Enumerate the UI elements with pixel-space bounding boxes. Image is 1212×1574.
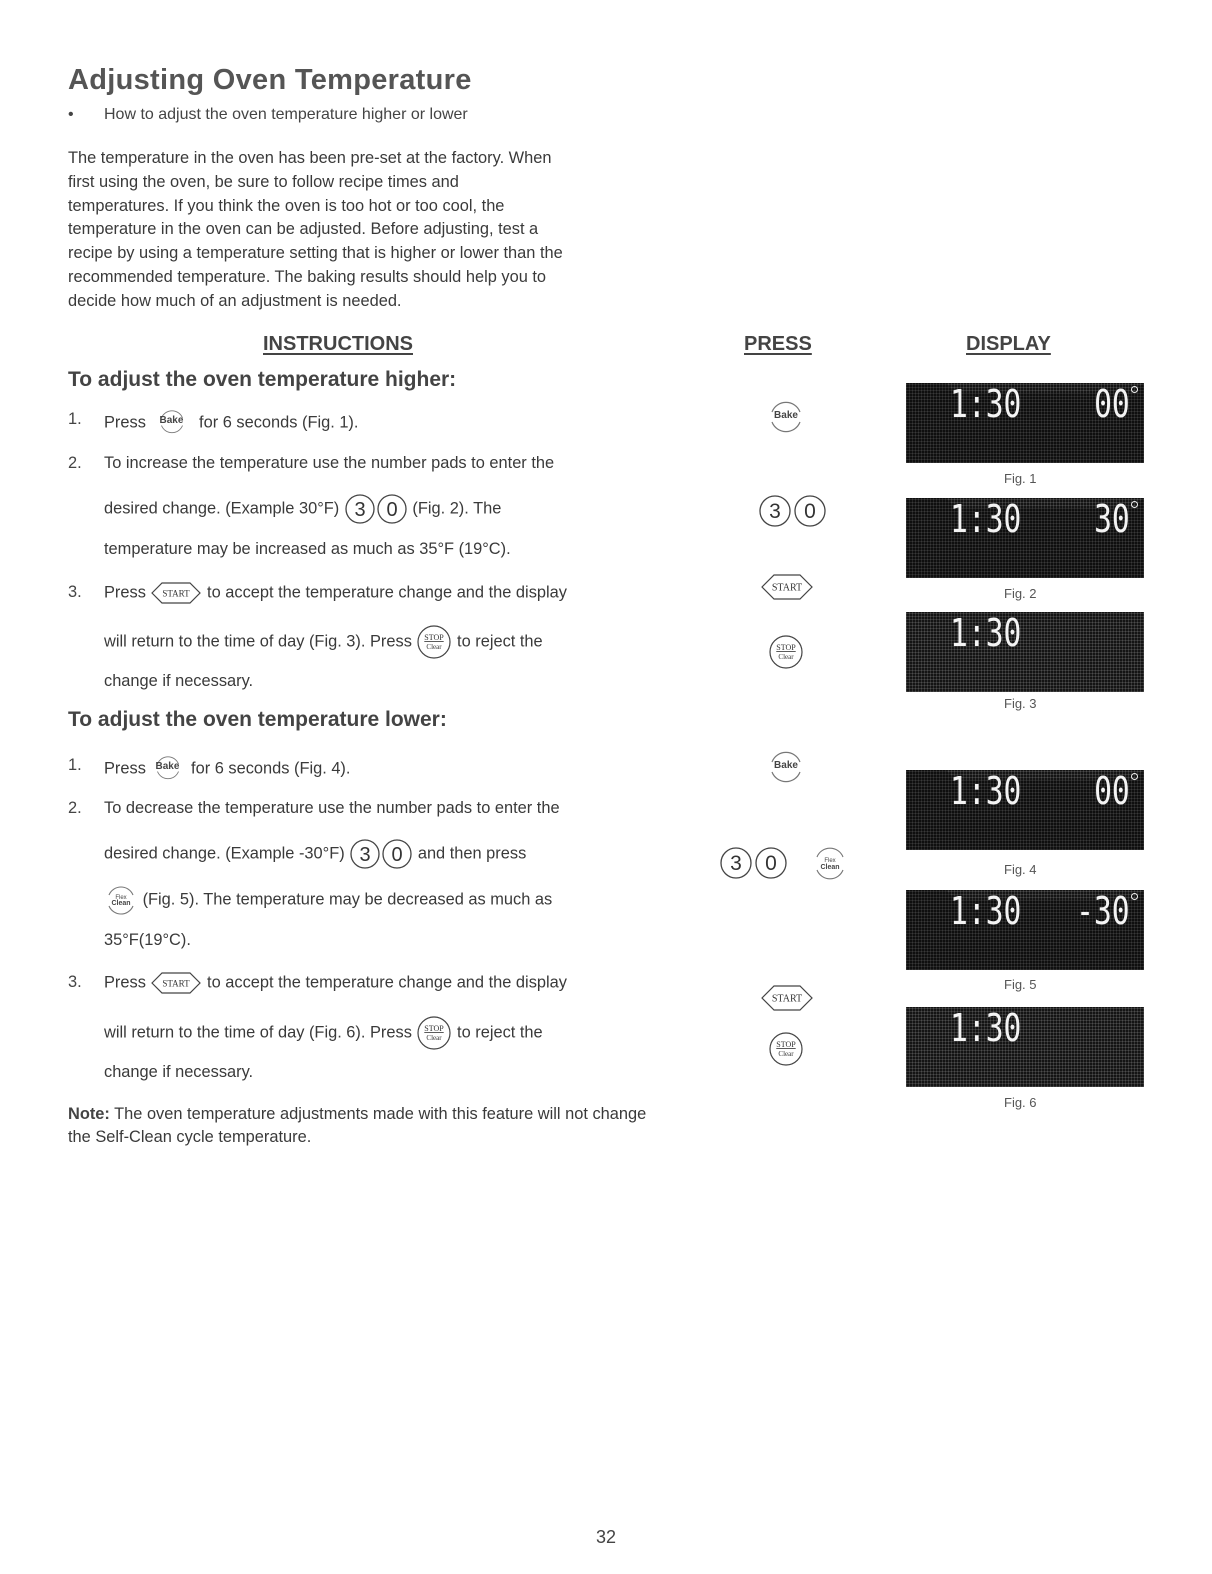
svg-text:0: 0 (804, 500, 816, 523)
svg-text:STOP: STOP (424, 1024, 445, 1033)
svg-text:0: 0 (765, 852, 777, 875)
note: Note: The oven temperature adjustments made with this feature will not change the Self-Clean cycle temperature. (68, 1105, 647, 1146)
lower-step-2-line-4: 35°F(19°C). (104, 931, 191, 949)
svg-text:3: 3 (769, 500, 781, 523)
higher-step-2-line-3: temperature may be increased as much as 35°F (19°C). (104, 540, 511, 558)
fig-caption: Fig. 3 (1004, 696, 1037, 711)
degree-icon (1131, 893, 1138, 900)
lower-step-2-line-1: To decrease the temperature use the number pads to enter the (104, 799, 560, 817)
intro-paragraph: The temperature in the oven has been pre-set at the factory. When first using the oven, be sure to follow recipe times and temperatures. If you think the oven is too hot or too cool, the temperature in the oven can be adjusted. Before adjusting, test a recipe by using a temperature setting that is higher or lower than the recommended temperature. The baking results should help you to decide how much of an adjustment is needed. (68, 149, 563, 310)
press-bake-button[interactable]: Bake (766, 396, 806, 436)
higher-step-1: Press Bake for 6 seconds (Fig. 1). (104, 410, 358, 436)
press-3-0-buttons[interactable] (758, 494, 828, 528)
svg-text:Clear: Clear (778, 653, 794, 661)
lower-step-3-line-3: change if necessary. (104, 1063, 254, 1081)
display-fig-1: 1:30 00 (906, 383, 1144, 463)
svg-text:Clear: Clear (778, 1050, 794, 1058)
fig-caption: Fig. 1 (1004, 471, 1037, 486)
svg-text:Clear: Clear (426, 643, 443, 651)
svg-text:STOP: STOP (424, 633, 445, 642)
fig-caption: Fig. 2 (1004, 586, 1037, 601)
higher-step-2-line-2: desired change. (Example 30°F) 3 0 (Fig. 2). The (104, 493, 501, 525)
press-bake-button[interactable]: Bake (766, 746, 806, 786)
svg-text:START: START (162, 978, 191, 989)
instructions-header: INSTRUCTIONS (263, 333, 413, 355)
press-stop-clear-button[interactable] (768, 1031, 804, 1067)
press-flex-clean-button[interactable] (812, 846, 848, 880)
svg-text:START: START (771, 993, 803, 1005)
display-fig-4: 1:30 00 (906, 770, 1144, 850)
display-header: DISPLAY (966, 333, 1051, 355)
svg-text:START: START (771, 582, 803, 594)
higher-step-3-line-1: Press START to accept the temperature change and the display (104, 581, 567, 605)
svg-text:START: START (162, 588, 191, 599)
svg-text:Clear: Clear (426, 1034, 443, 1042)
display-fig-6: 1:30 (906, 1007, 1144, 1087)
higher-step-2-line-1: To increase the temperature use the number pads to enter the (104, 454, 555, 472)
display-fig-5: 1:30 -30 (906, 890, 1144, 970)
keypad-3-0-icon (349, 838, 413, 870)
press-stop-clear-button[interactable] (768, 634, 804, 670)
press-3-0-buttons[interactable] (719, 846, 789, 880)
stop-clear-icon (416, 624, 452, 660)
svg-text:Clean: Clean (111, 900, 131, 907)
svg-text:3: 3 (354, 499, 366, 521)
start-icon (150, 971, 202, 995)
press-header: PRESS (744, 333, 812, 355)
lower-step-3-line-1: Press START to accept the temperature change and the display (104, 971, 567, 995)
lower-step-1: Press Bake for 6 seconds (Fig. 4). (104, 756, 350, 782)
svg-text:Clean: Clean (820, 864, 840, 871)
stop-clear-icon (416, 1015, 452, 1051)
bullet-point: • How to adjust the oven temperature higher or lower (68, 106, 468, 123)
svg-text:STOP: STOP (776, 643, 796, 652)
display-fig-2: 1:30 30 (906, 498, 1144, 578)
page-number: 32 (595, 1527, 617, 1547)
higher-heading: To adjust the oven temperature higher: (68, 368, 457, 391)
degree-icon (1131, 501, 1138, 508)
flex-clean-icon (104, 885, 138, 915)
lower-step-3-line-2: will return to the time of day (Fig. 6). Press STOP Clear to reject the (104, 1015, 543, 1051)
lower-heading: To adjust the oven temperature lower: (68, 708, 447, 731)
fig-caption: Fig. 6 (1004, 1095, 1037, 1110)
keypad-3-0-icon (344, 493, 408, 525)
svg-text:3: 3 (359, 844, 371, 866)
svg-text:Flex: Flex (115, 895, 127, 901)
degree-icon (1131, 773, 1138, 780)
lower-step-2-line-2: desired change. (Example -30°F) 3 0 and then press (104, 838, 526, 870)
fig-caption: Fig. 5 (1004, 977, 1037, 992)
press-start-button[interactable] (760, 983, 814, 1013)
display-fig-3: 1:30 (906, 612, 1144, 692)
svg-text:Flex: Flex (824, 858, 836, 864)
svg-text:0: 0 (391, 844, 403, 866)
higher-step-3-line-3: change if necessary. (104, 672, 254, 690)
svg-text:0: 0 (386, 499, 398, 521)
fig-caption: Fig. 4 (1004, 862, 1037, 877)
press-start-button[interactable] (760, 572, 814, 602)
start-icon (150, 581, 202, 605)
page-title: Adjusting Oven Temperature (68, 64, 472, 96)
svg-text:STOP: STOP (776, 1040, 796, 1049)
higher-step-3-line-2: will return to the time of day (Fig. 3). Press STOP Clear to reject the (104, 624, 543, 660)
lower-step-2-line-3: Flex Clean (Fig. 5). The temperature may be decreased as much as (104, 885, 552, 915)
svg-text:3: 3 (730, 852, 742, 875)
degree-icon (1131, 386, 1138, 393)
